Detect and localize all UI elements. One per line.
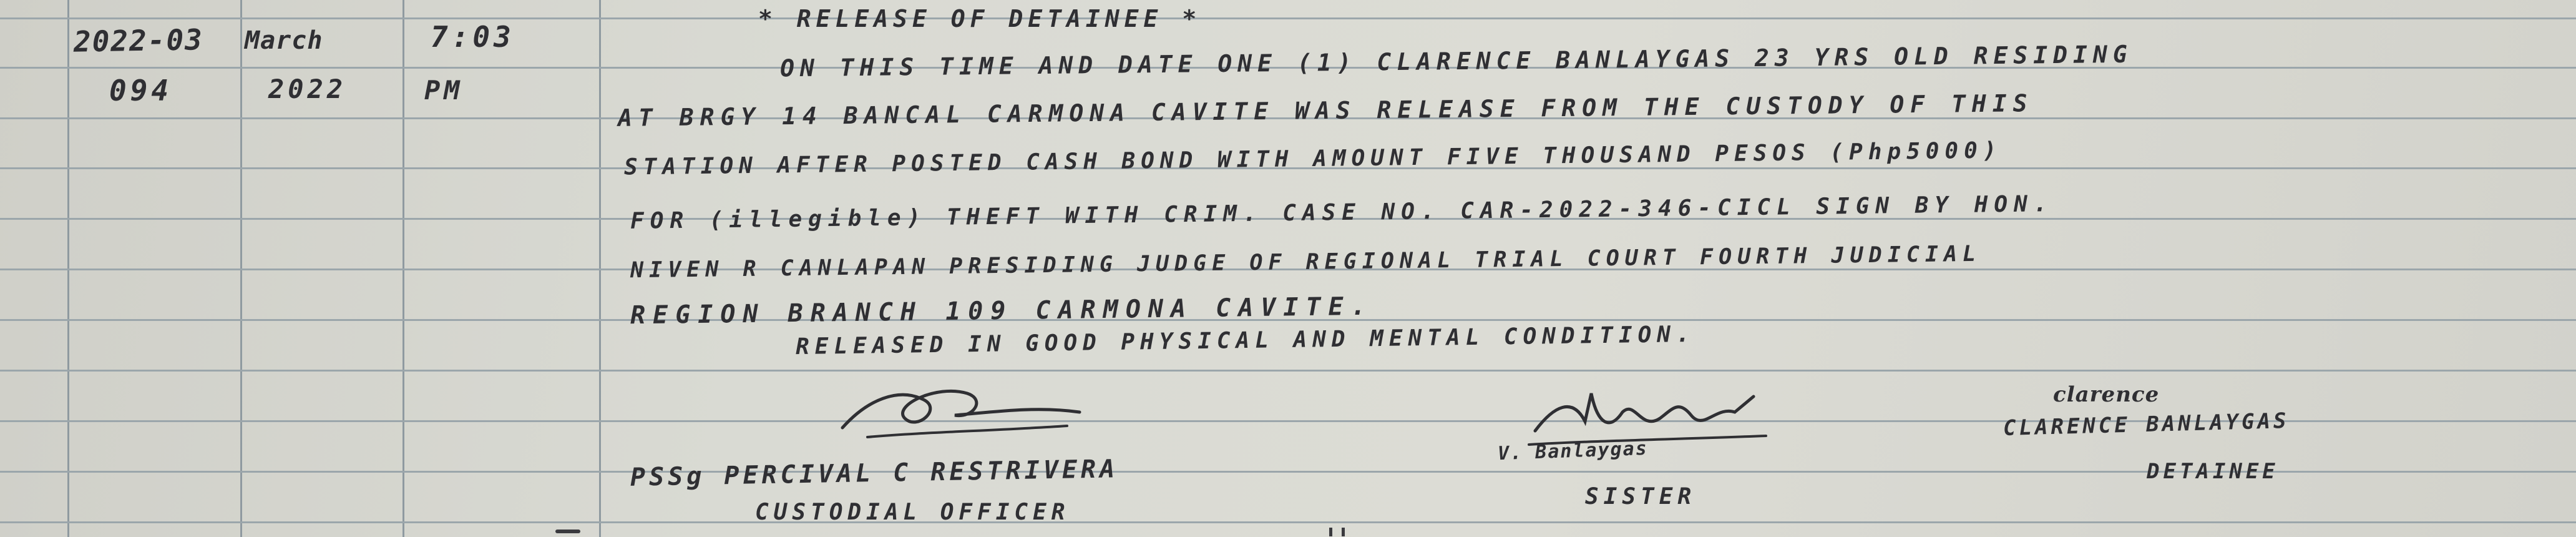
entry-line-6: REGION BRANCH 109 CARMONA CAVITE. <box>630 292 1373 330</box>
detainee-name: CLARENCE BANLAYGAS <box>2003 408 2290 441</box>
entry-time: 7:03 <box>431 20 515 54</box>
entry-line-4: FOR (illegible) THEFT WITH CRIM. CASE NO. CAR-2022-346-CICL SIGN BY HON. <box>630 191 2054 234</box>
ink-mark <box>555 530 580 533</box>
entry-title: * RELEASE OF DETAINEE * <box>758 5 1202 32</box>
entry-time-period: PM <box>424 75 464 106</box>
entry-month: March <box>245 26 323 55</box>
entry-line-7: RELEASED IN GOOD PHYSICAL AND MENTAL CONDITION. <box>795 321 1695 360</box>
detainee-role: DETAINEE <box>2147 459 2279 484</box>
ink-mark <box>1329 528 1332 536</box>
entry-date: 2022-03 <box>73 22 204 59</box>
entry-year: 2022 <box>268 74 347 104</box>
officer-signature <box>830 375 1092 450</box>
entry-line-5: NIVEN R CANLAPAN PRESIDING JUDGE OF REGIONAL TRIAL COURT FOURTH JUDICIAL <box>630 241 1982 283</box>
sister-role: SISTER <box>1585 484 1697 510</box>
entry-line-2: AT BRGY 14 BANCAL CARMONA CAVITE WAS RELEASE FROM THE CUSTODY OF THIS <box>617 89 2034 132</box>
row-rule <box>0 370 2576 372</box>
entry-line-3: STATION AFTER POSTED CASH BOND WITH AMOUNT FIVE THOUSAND PESOS (Php5000) <box>623 137 2003 180</box>
entry-number: 094 <box>109 74 173 107</box>
row-rule <box>0 17 2576 19</box>
ink-mark <box>1342 528 1345 536</box>
detainee-initials: clarence <box>2053 382 2160 407</box>
officer-role: CUSTODIAL OFFICER <box>755 500 1070 525</box>
entry-line-1: ON THIS TIME AND DATE ONE (1) CLARENCE BANLAYGAS 23 YRS OLD RESIDING <box>779 40 2133 82</box>
officer-name: PSSg PERCIVAL C RESTRIVERA <box>630 455 1119 492</box>
sister-name: V. Banlaygas <box>1497 437 1649 465</box>
row-rule <box>0 521 2576 523</box>
